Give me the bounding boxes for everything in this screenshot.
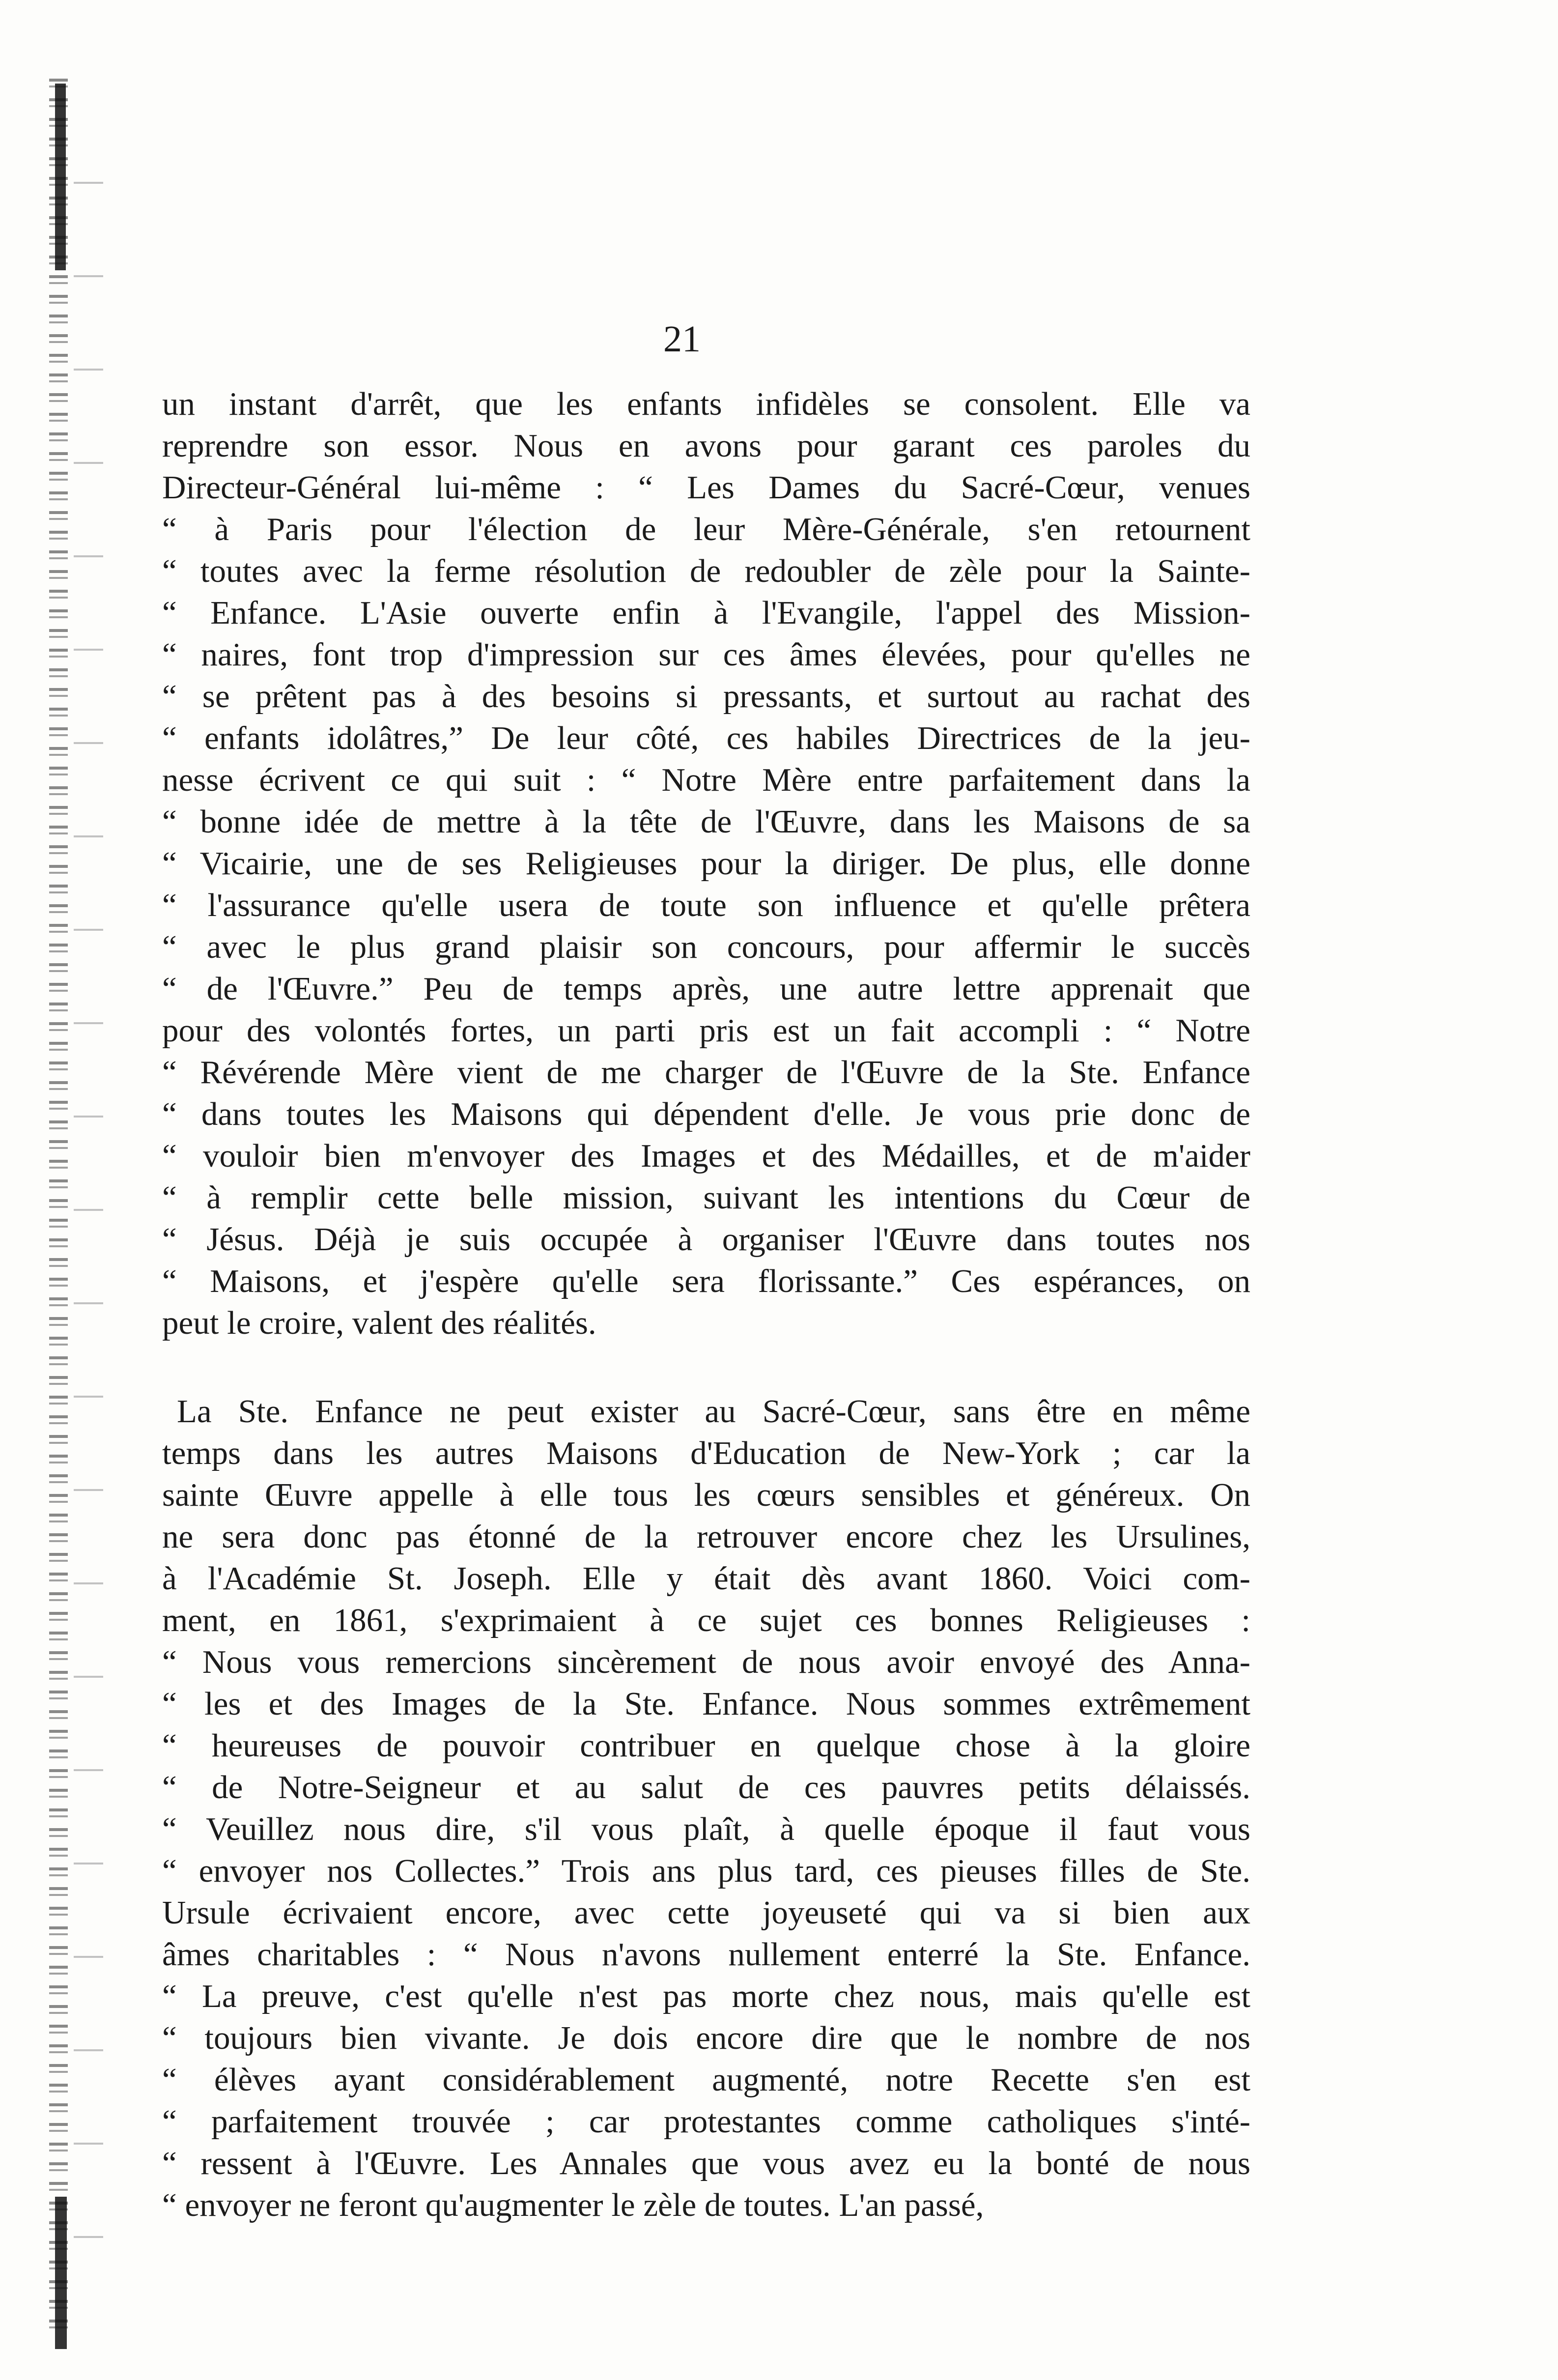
text-line: “ Maisons, et j'espère qu'elle sera florissante.” Ces espérances, on bbox=[162, 1263, 1250, 1299]
paragraph-1 bbox=[162, 383, 1250, 1344]
text-line: ment, en 1861, s'exprimaient à ce sujet ces bonnes Religieuses : bbox=[162, 1602, 1250, 1638]
text-line: “ à remplir cette belle mission, suivant les intentions du Cœur de bbox=[162, 1179, 1250, 1216]
text-line: “ se prêtent pas à des besoins si pressants, et surtout au rachat des bbox=[162, 678, 1250, 715]
text-line: à l'Académie St. Joseph. Elle y était dès avant 1860. Voici com- bbox=[162, 1560, 1250, 1597]
body-text bbox=[162, 383, 1250, 2226]
text-line: âmes charitables : “ Nous n'avons nullement enterré la Ste. Enfance. bbox=[162, 1936, 1250, 1973]
binding-edge-shadow-bottom bbox=[55, 2197, 67, 2349]
text-line: peut le croire, valent des réalités. bbox=[162, 1305, 596, 1341]
text-line: “ Jésus. Déjà je suis occupée à organiser l'Œuvre dans toutes nos bbox=[162, 1221, 1250, 1258]
text-line: nesse écrivent ce qui suit : “ Notre Mère entre parfaitement dans la bbox=[162, 762, 1250, 798]
text-line: “ les et des Images de la Ste. Enfance. Nous sommes extrêmement bbox=[162, 1686, 1250, 1722]
text-line: “ toutes avec la ferme résolution de redoubler de zèle pour la Sainte- bbox=[162, 553, 1250, 589]
paragraph-gap bbox=[162, 1344, 1250, 1391]
paragraph-2 bbox=[162, 1391, 1250, 2226]
text-line: “ de l'Œuvre.” Peu de temps après, une autre lettre apprenait que bbox=[162, 971, 1250, 1007]
text-line: “ La preuve, c'est qu'elle n'est pas morte chez nous, mais qu'elle est bbox=[162, 1978, 1250, 2014]
text-line: “ Vicairie, une de ses Religieuses pour la diriger. De plus, elle donne bbox=[162, 845, 1250, 882]
text-line: “ bonne idée de mettre à la tête de l'Œuvre, dans les Maisons de sa bbox=[162, 803, 1250, 840]
text-line: “ envoyer nos Collectes.” Trois ans plus tard, ces pieuses filles de Ste. bbox=[162, 1853, 1250, 1889]
binding-edge-shadow-top bbox=[55, 84, 66, 270]
text-line: “ dans toutes les Maisons qui dépendent d'elle. Je vous prie donc de bbox=[162, 1096, 1250, 1132]
text-line: “ ressent à l'Œuvre. Les Annales que vous avez eu la bonté de nous bbox=[162, 2145, 1250, 2181]
text-line: “ enfants idolâtres,” De leur côté, ces habiles Directrices de la jeu- bbox=[162, 720, 1250, 756]
text-line: pour des volontés fortes, un parti pris est un fait accompli : “ Notre bbox=[162, 1012, 1250, 1049]
text-line: “ vouloir bien m'envoyer des Images et des Médailles, et de m'aider bbox=[162, 1138, 1250, 1174]
text-line: “ parfaitement trouvée ; car protestantes comme catholiques s'inté- bbox=[162, 2103, 1250, 2140]
text-line: “ toujours bien vivante. Je dois encore dire que le nombre de nos bbox=[162, 2020, 1250, 2056]
text-line: reprendre son essor. Nous en avons pour garant ces paroles du bbox=[162, 428, 1250, 464]
text-line: “ élèves ayant considérablement augmenté, notre Recette s'en est bbox=[162, 2062, 1250, 2098]
text-line: temps dans les autres Maisons d'Education de New-York ; car la bbox=[162, 1435, 1250, 1471]
text-line: La Ste. Enfance ne peut exister au Sacré-Cœur, sans être en même bbox=[177, 1393, 1250, 1430]
scan-specks bbox=[74, 147, 103, 2261]
text-line: “ Veuillez nous dire, s'il vous plaît, à quelle époque il faut vous bbox=[162, 1811, 1250, 1847]
text-line: “ Nous vous remercions sincèrement de nous avoir envoyé des Anna- bbox=[162, 1644, 1250, 1680]
page-number: 21 bbox=[663, 318, 701, 360]
text-line: “ naires, font trop d'impression sur ces âmes élevées, pour qu'elles ne bbox=[162, 636, 1250, 673]
text-line: “ Enfance. L'Asie ouverte enfin à l'Evangile, l'appel des Mission- bbox=[162, 595, 1250, 631]
text-line: Directeur-Général lui-même : “ Les Dames du Sacré-Cœur, venues bbox=[162, 469, 1250, 506]
text-line: ne sera donc pas étonné de la retrouver encore chez les Ursulines, bbox=[162, 1519, 1250, 1555]
text-line: sainte Œuvre appelle à elle tous les cœurs sensibles et généreux. On bbox=[162, 1477, 1250, 1513]
text-line: Ursule écrivaient encore, avec cette joyeuseté qui va si bien aux bbox=[162, 1894, 1250, 1931]
text-line: “ heureuses de pouvoir contribuer en quelque chose à la gloire bbox=[162, 1727, 1250, 1764]
text-line: “ l'assurance qu'elle usera de toute son influence et qu'elle prêtera bbox=[162, 887, 1250, 923]
text-line: un instant d'arrêt, que les enfants infidèles se consolent. Elle va bbox=[162, 386, 1250, 422]
text-line: “ à Paris pour l'élection de leur Mère-Générale, s'en retournent bbox=[162, 511, 1250, 547]
text-line: “ Révérende Mère vient de me charger de l'Œuvre de la Ste. Enfance bbox=[162, 1054, 1250, 1090]
text-line: “ de Notre-Seigneur et au salut de ces pauvres petits délaissés. bbox=[162, 1769, 1250, 1806]
text-line: “ envoyer ne feront qu'augmenter le zèle de toutes. L'an passé, bbox=[162, 2187, 984, 2223]
binding-edge bbox=[49, 79, 68, 2339]
text-line: “ avec le plus grand plaisir son concours, pour affermir le succès bbox=[162, 929, 1250, 965]
